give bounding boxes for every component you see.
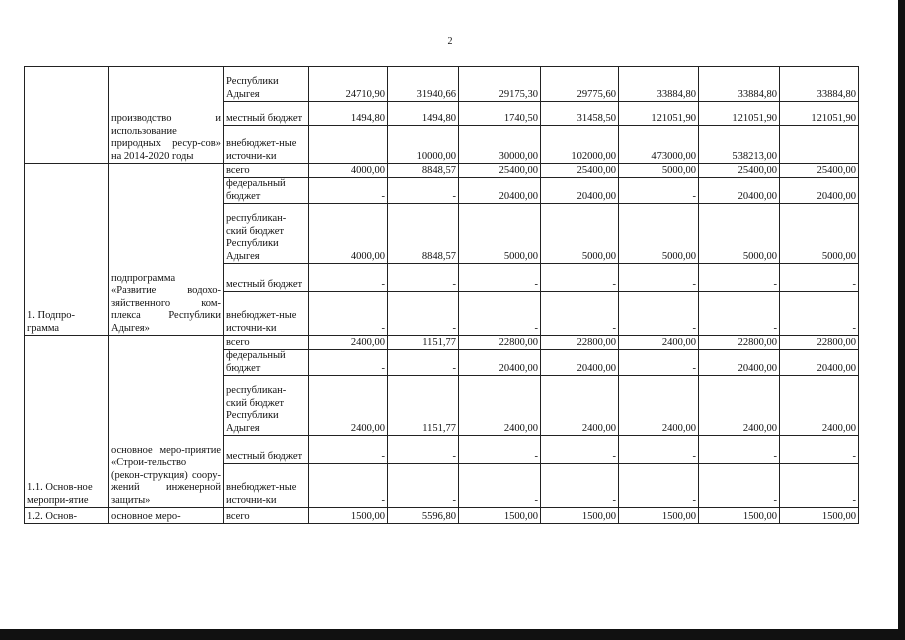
amount-cell: 22800,00 <box>699 336 780 350</box>
table-row <box>25 336 859 350</box>
amount-cell: 33884,80 <box>699 67 780 102</box>
amount-cell: 30000,00 <box>459 126 541 164</box>
funding-source-cell: Республики Адыгея <box>224 67 309 102</box>
table-row <box>25 67 859 102</box>
amount-cell: 33884,80 <box>780 67 859 102</box>
amount-cell: 2400,00 <box>780 376 859 436</box>
amount-cell: 5000,00 <box>619 164 699 178</box>
amount-cell: - <box>619 350 699 376</box>
amount-cell: 473000,00 <box>619 126 699 164</box>
amount-cell: 2400,00 <box>459 376 541 436</box>
amount-cell: - <box>780 464 859 508</box>
amount-cell: 1740,50 <box>459 102 541 126</box>
amount-cell: 20400,00 <box>699 178 780 204</box>
amount-cell: 20400,00 <box>699 350 780 376</box>
amount-cell: 33884,80 <box>619 67 699 102</box>
amount-cell: - <box>699 292 780 336</box>
amount-cell: 1151,77 <box>388 376 459 436</box>
amount-cell: - <box>699 264 780 292</box>
funding-source-cell: республикан-ский бюджет Республики Адыгея <box>224 376 309 436</box>
amount-cell: - <box>309 464 388 508</box>
funding-source-cell: всего <box>224 336 309 350</box>
amount-cell <box>309 126 388 164</box>
program-item-cell <box>25 67 109 164</box>
funding-source-cell: всего <box>224 164 309 178</box>
amount-cell: 1500,00 <box>309 508 388 524</box>
amount-cell: - <box>619 264 699 292</box>
amount-cell: 2400,00 <box>619 336 699 350</box>
amount-cell: - <box>619 436 699 464</box>
amount-cell: 1494,80 <box>309 102 388 126</box>
amount-cell: 20400,00 <box>541 178 619 204</box>
amount-cell: 4000,00 <box>309 204 388 264</box>
amount-cell: - <box>388 178 459 204</box>
amount-cell: 25400,00 <box>459 164 541 178</box>
amount-cell: 5000,00 <box>619 204 699 264</box>
funding-source-cell: местный бюджет <box>224 264 309 292</box>
amount-cell: - <box>459 436 541 464</box>
page-number: 2 <box>447 36 453 47</box>
amount-cell: 5596,80 <box>388 508 459 524</box>
amount-cell: 2400,00 <box>541 376 619 436</box>
amount-cell: 31940,66 <box>388 67 459 102</box>
amount-cell: 1500,00 <box>780 508 859 524</box>
amount-cell: - <box>309 292 388 336</box>
amount-cell: - <box>780 292 859 336</box>
amount-cell: - <box>388 464 459 508</box>
amount-cell: - <box>619 464 699 508</box>
amount-cell: 1500,00 <box>459 508 541 524</box>
amount-cell: 2400,00 <box>309 376 388 436</box>
amount-cell: - <box>699 464 780 508</box>
amount-cell: 121051,90 <box>619 102 699 126</box>
amount-cell: 20400,00 <box>459 178 541 204</box>
table-row <box>25 508 859 524</box>
amount-cell: 29775,60 <box>541 67 619 102</box>
program-item-cell: 1. Подпро-грамма <box>25 164 109 336</box>
amount-cell: 1500,00 <box>699 508 780 524</box>
amount-cell: - <box>388 436 459 464</box>
amount-cell: 1500,00 <box>619 508 699 524</box>
amount-cell: 5000,00 <box>780 204 859 264</box>
amount-cell: 22800,00 <box>541 336 619 350</box>
amount-cell: 20400,00 <box>780 178 859 204</box>
funding-source-cell: федеральный бюджет <box>224 178 309 204</box>
amount-cell: 25400,00 <box>541 164 619 178</box>
amount-cell: - <box>541 292 619 336</box>
table-row <box>25 164 859 178</box>
amount-cell: 24710,90 <box>309 67 388 102</box>
amount-cell: 5000,00 <box>541 204 619 264</box>
amount-cell: 25400,00 <box>780 164 859 178</box>
amount-cell: - <box>541 264 619 292</box>
amount-cell: - <box>619 178 699 204</box>
amount-cell: - <box>309 350 388 376</box>
amount-cell: 25400,00 <box>699 164 780 178</box>
amount-cell <box>780 126 859 164</box>
amount-cell: 1151,77 <box>388 336 459 350</box>
program-name-cell: подпрограмма «Развитие водохо-зяйственного ком-плекса Республики Адыгея» <box>109 164 224 336</box>
budget-table <box>24 66 859 524</box>
amount-cell: 102000,00 <box>541 126 619 164</box>
amount-cell: 22800,00 <box>780 336 859 350</box>
amount-cell: - <box>388 292 459 336</box>
amount-cell: 538213,00 <box>699 126 780 164</box>
program-item-cell: 1.1. Основ-ное меропри-ятие <box>25 336 109 508</box>
amount-cell: - <box>309 436 388 464</box>
amount-cell: 5000,00 <box>459 204 541 264</box>
amount-cell: 31458,50 <box>541 102 619 126</box>
program-name-cell: основное меро-приятие «Строи-тельство (рекон-струкция) соору-жений инженерной защиты» <box>109 336 224 508</box>
amount-cell: 1494,80 <box>388 102 459 126</box>
amount-cell: - <box>541 464 619 508</box>
funding-source-cell: всего <box>224 508 309 524</box>
program-item-cell: 1.2. Основ- <box>25 508 109 524</box>
funding-source-cell: внебюджет-ные источни-ки <box>224 292 309 336</box>
amount-cell: 20400,00 <box>780 350 859 376</box>
amount-cell: 29175,30 <box>459 67 541 102</box>
scan-edge-right <box>898 0 905 640</box>
funding-source-cell: местный бюджет <box>224 436 309 464</box>
amount-cell: - <box>309 178 388 204</box>
funding-source-cell: федеральный бюджет <box>224 350 309 376</box>
amount-cell: - <box>780 264 859 292</box>
amount-cell: - <box>388 350 459 376</box>
amount-cell: 121051,90 <box>780 102 859 126</box>
amount-cell: - <box>459 464 541 508</box>
amount-cell: 10000,00 <box>388 126 459 164</box>
amount-cell: - <box>619 292 699 336</box>
amount-cell: - <box>309 264 388 292</box>
amount-cell: - <box>459 292 541 336</box>
amount-cell: - <box>388 264 459 292</box>
budget-table-body <box>25 67 859 524</box>
amount-cell: 20400,00 <box>459 350 541 376</box>
amount-cell: 2400,00 <box>699 376 780 436</box>
funding-source-cell: внебюджет-ные источни-ки <box>224 464 309 508</box>
program-name-cell: основное меро- <box>109 508 224 524</box>
amount-cell: 121051,90 <box>699 102 780 126</box>
amount-cell: 4000,00 <box>309 164 388 178</box>
amount-cell: - <box>459 264 541 292</box>
scan-edge-bottom <box>0 629 905 640</box>
amount-cell: 8848,57 <box>388 164 459 178</box>
amount-cell: 8848,57 <box>388 204 459 264</box>
amount-cell: 22800,00 <box>459 336 541 350</box>
amount-cell: 20400,00 <box>541 350 619 376</box>
funding-source-cell: внебюджет-ные источни-ки <box>224 126 309 164</box>
amount-cell: 2400,00 <box>619 376 699 436</box>
amount-cell: - <box>699 436 780 464</box>
amount-cell: - <box>541 436 619 464</box>
amount-cell: 5000,00 <box>699 204 780 264</box>
amount-cell: 2400,00 <box>309 336 388 350</box>
program-name-cell: производство и использование природных ресур-сов» на 2014-2020 годы <box>109 67 224 164</box>
amount-cell: 1500,00 <box>541 508 619 524</box>
amount-cell: - <box>780 436 859 464</box>
funding-source-cell: республикан-ский бюджет Республики Адыгея <box>224 204 309 264</box>
funding-source-cell: местный бюджет <box>224 102 309 126</box>
